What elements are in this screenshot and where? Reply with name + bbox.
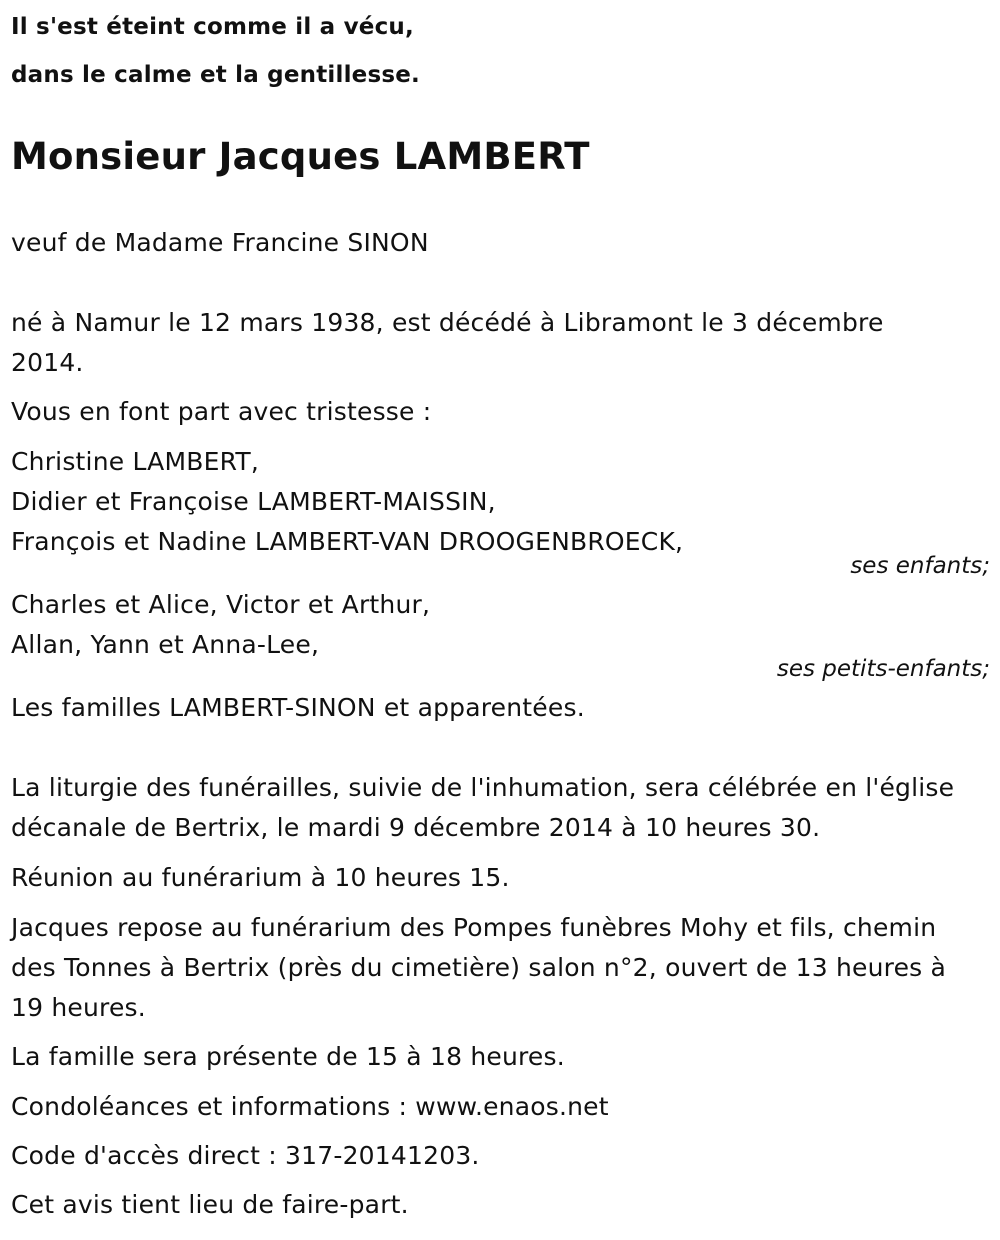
child-2: Didier et Françoise LAMBERT-MAISSIN,: [11, 487, 496, 516]
child-1: Christine LAMBERT,: [11, 447, 259, 476]
birth-death-line-1: né à Namur le 12 mars 1938, est décédé à Libramont le 3 décembre: [11, 308, 884, 337]
access-code-line: Code d'accès direct : 317-20141203.: [11, 1141, 480, 1170]
grandchildren-role: ses petits-enfants;: [776, 656, 990, 682]
epigraph-line-2: dans le calme et la gentillesse.: [11, 62, 420, 88]
grandchildren-1: Charles et Alice, Victor et Arthur,: [11, 590, 431, 619]
spouse-line: veuf de Madame Francine SINON: [11, 228, 429, 257]
liturgy-line-1: La liturgie des funérailles, suivie de l'inhumation, sera célébrée en l'église: [11, 773, 955, 802]
announcement-intro: Vous en font part avec tristesse :: [11, 397, 432, 426]
children-role: ses enfants;: [850, 553, 990, 579]
rest-line-1: Jacques repose au funérarium des Pompes funèbres Mohy et fils, chemin: [11, 913, 937, 942]
birth-death-line-2: 2014.: [11, 348, 84, 377]
rest-line-2: des Tonnes à Bertrix (près du cimetière) salon n°2, ouvert de 13 heures à: [11, 953, 947, 982]
condolences-line: Condoléances et informations : www.enaos.net: [11, 1092, 609, 1121]
child-3: François et Nadine LAMBERT-VAN DROOGENBROECK,: [11, 527, 684, 556]
families-line: Les familles LAMBERT-SINON et apparentées.: [11, 693, 585, 722]
liturgy-line-2: décanale de Bertrix, le mardi 9 décembre 2014 à 10 heures 30.: [11, 813, 821, 842]
family-presence-line: La famille sera présente de 15 à 18 heures.: [11, 1042, 565, 1071]
grandchildren-2: Allan, Yann et Anna-Lee,: [11, 630, 320, 659]
meeting-line: Réunion au funérarium à 10 heures 15.: [11, 863, 510, 892]
deceased-name: Monsieur Jacques LAMBERT: [11, 135, 590, 178]
rest-line-3: 19 heures.: [11, 993, 146, 1022]
notice-line: Cet avis tient lieu de faire-part.: [11, 1190, 409, 1219]
epigraph-line-1: Il s'est éteint comme il a vécu,: [11, 14, 414, 40]
